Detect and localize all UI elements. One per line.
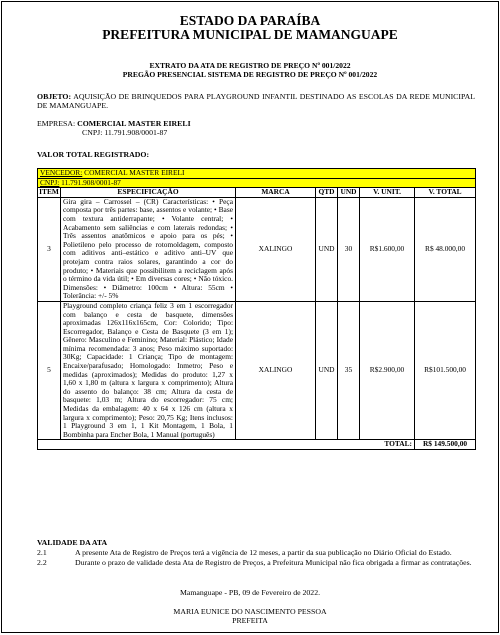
objeto-paragraph xyxy=(37,92,475,110)
row-und: 30 xyxy=(338,197,360,301)
objeto-label: OBJETO: xyxy=(37,92,72,101)
row-total: R$101.500,00 xyxy=(415,301,476,440)
header-unit: V. UNIT. xyxy=(360,188,415,198)
header-total: V. TOTAL xyxy=(415,188,476,198)
footer-date: Mamanguape - PB, 09 de Fevereiro de 2022. xyxy=(179,588,321,597)
table-row xyxy=(38,301,476,440)
total-label: TOTAL: xyxy=(38,440,415,450)
row-unit: R$2.900,00 xyxy=(360,301,415,440)
vencedor-name: COMERCIAL MASTER EIRELI xyxy=(84,168,185,177)
clause-2-1-number: 2.1 xyxy=(37,548,47,557)
cnpj-row xyxy=(38,178,476,188)
footer-signer: MARIA EUNICE DO NASCIMENTO PESSOA xyxy=(173,607,327,616)
items-table xyxy=(37,168,476,450)
footer-role: PREFEITA xyxy=(232,616,268,625)
table-row xyxy=(38,197,476,301)
table-header-row xyxy=(38,188,476,198)
empresa-line xyxy=(37,119,191,128)
row-item: 5 xyxy=(38,301,61,440)
empresa-cnpj: CNPJ: 11.791.908/0001-87 xyxy=(82,128,168,137)
objeto-text: AQUISIÇÃO DE BRINQUEDOS PARA PLAYGROUND INFANTIL DESTINADO AS ESCOLAS DA REDE MUNICIPAL DE MAMANGUAPE. xyxy=(37,92,475,110)
cnpj-label: CNPJ: xyxy=(40,177,60,187)
header-spec: ESPECIFICAÇÃO xyxy=(61,188,236,198)
row-qtd: UND xyxy=(316,197,338,301)
row-qtd: UND xyxy=(316,301,338,440)
row-marca: XALINGO xyxy=(236,301,316,440)
row-total: R$ 48.000,00 xyxy=(415,197,476,301)
total-value: R$ 149.500,00 xyxy=(415,440,476,450)
header-qtd: QTD xyxy=(316,188,338,198)
header-und: UND xyxy=(338,188,360,198)
cnpj-value: 11.791.908/0001-87 xyxy=(61,177,121,187)
row-item: 3 xyxy=(38,197,61,301)
valor-total-label: VALOR TOTAL REGISTRADO: xyxy=(37,150,150,159)
vencedor-label: VENCEDOR: xyxy=(40,168,83,177)
clause-2-2-number: 2.2 xyxy=(37,558,47,567)
header-item: ITEM xyxy=(39,187,59,197)
clause-2-2-text: Durante o prazo de validade desta Ata de Registro de Preços, a Prefeitura Municipal não fica obrigada a firmar as contratações. xyxy=(75,558,472,567)
clause-2-1 xyxy=(37,548,475,557)
row-und: 35 xyxy=(338,301,360,440)
pregao-title: PREGÃO PRESENCIAL SISTEMA DE REGISTRO DE PREÇO Nº 001/2022 xyxy=(122,70,378,79)
extract-title: EXTRATO DA ATA DE REGISTRO DE PREÇO Nº 001/2022 xyxy=(149,61,351,70)
empresa-name: COMERCIAL MASTER EIRELI xyxy=(77,119,191,128)
row-spec: Playground completo criança feliz 3 em 1 escorregador com balanço e cesta de basquete, dimensões aproximadas 126x116x165cm, Cor: Colorido; Tipo: Escorregador, Balanço e Cesta de Basquete (3 em 1); Gênero: Masculino e Feminino; Material: Plástico; Idade mínima recomendada: 3 anos; Peso máximo suportado: 30Kg; Capacidade: 1 Criança; Tipo de montagem: Encaixe/parafusado; Homologado: Inmetro; Peso e medidas (aproximados); Medidas do produto: 1,27 x 1,60 x 1,80 m (altura x largura x comprimento); Altura do assento do balanço: 38 cm; Altura da cesta de basquete: 1,03 m; Altura do escorregador: 75 cm; Medidas da embalagem: 40 x 64 x 126 cm (altura x largura x comprimento); Peso: 20,75 Kg; Itens inclusos: 1 Playground 3 em 1, 1 Kit Montagem, 1 Bola, 1 Bombinha para Encher Bola, 1 Manual (português) xyxy=(61,301,236,440)
row-unit: R$1.600,00 xyxy=(360,197,415,301)
header-city: PREFEITURA MUNICIPAL DE MAMANGUAPE xyxy=(102,27,398,42)
clause-2-2 xyxy=(37,558,475,567)
header-marca: MARCA xyxy=(236,188,316,198)
clause-2-1-text: A presente Ata de Registro de Preços terá a vigência de 12 meses, a partir da sua publicação no Diário Oficial do Estado. xyxy=(75,548,452,557)
row-marca: XALINGO xyxy=(236,197,316,301)
empresa-label: EMPRESA: xyxy=(37,119,76,128)
total-row xyxy=(38,440,476,450)
row-spec: Gira gira – Carrossel – (CR) Características: • Peça composta por três partes: base, assentos e volante; • Base com textura antiderrapante; • Volante central; • Acabamento sem saliências e com laterais redondas; • Três assentos anatômicos e apoio para os pés; • Polietileno pelo processo de rotomoldagem, composto com aditivos anti–estático e aditivo anti–UV que protejam contra raios solares, garantindo a cor do produto; • Materiais que possibilitem a reciclagem após o término da vida útil; • Em diversas cores; • Não tóxico. Dimensões: • Diâmetro: 100cm • Altura: 55cm • Tolerância: +/- 5% xyxy=(61,197,236,301)
header-state: ESTADO DA PARAÍBA xyxy=(179,13,321,28)
document-page xyxy=(1,1,499,633)
validade-title: VALIDADE DA ATA xyxy=(37,538,108,547)
